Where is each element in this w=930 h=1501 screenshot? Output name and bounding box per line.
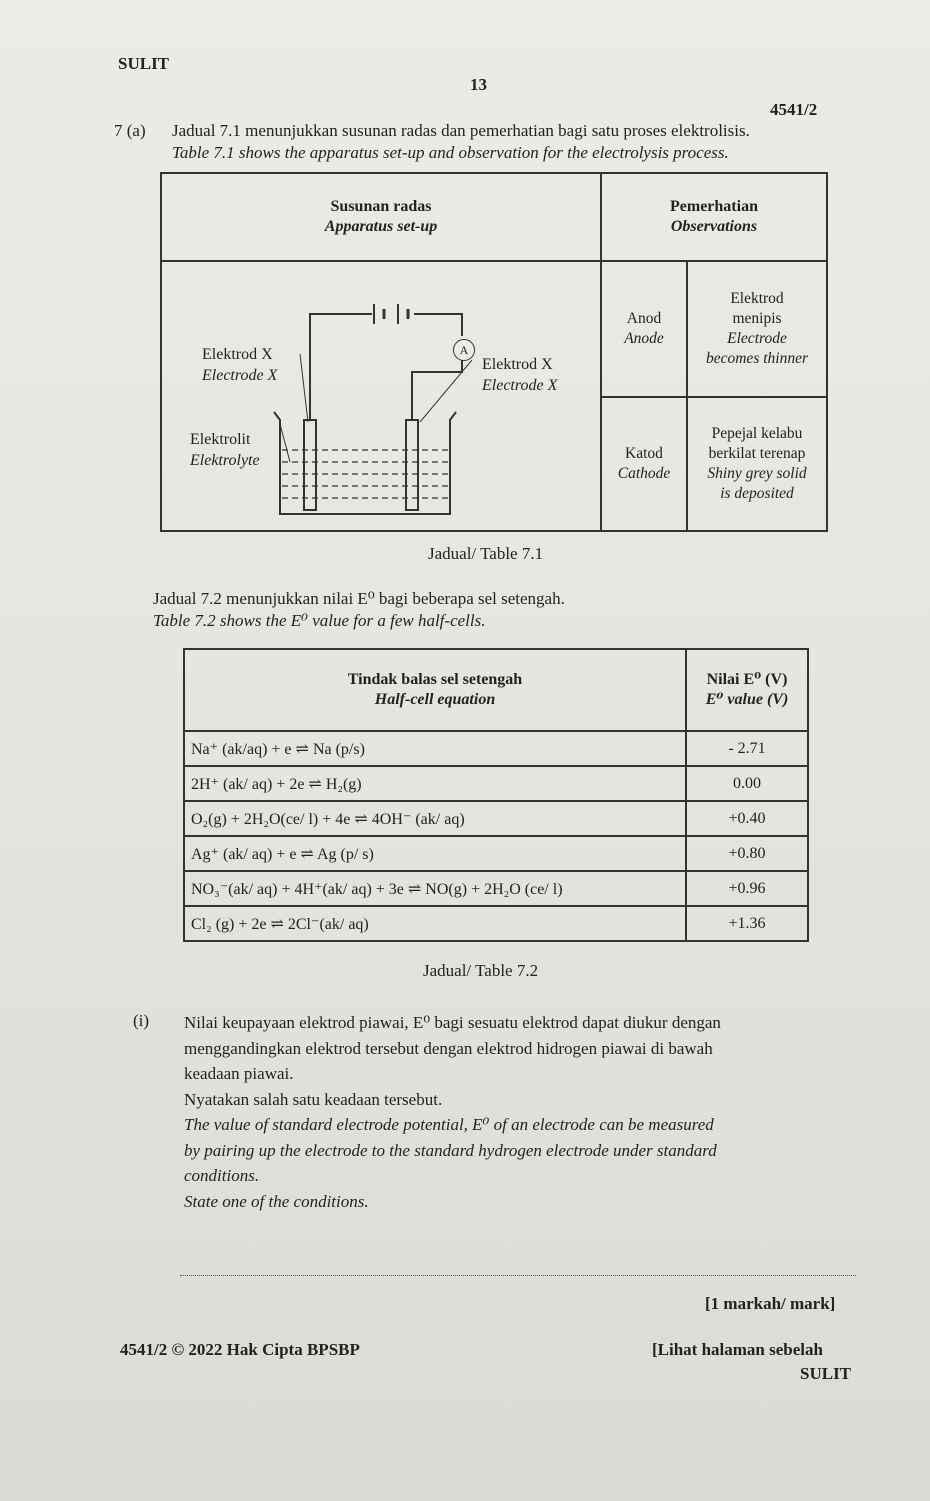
table-row: Ag⁺ (ak/ aq) + e ⇌ Ag (p/ s) <box>184 836 686 871</box>
t2-col-value: Nilai E⁰ (V) E⁰ value (V) <box>686 649 808 731</box>
question-number: 7 (a) <box>114 121 146 140</box>
electrolysis-diagram <box>162 262 600 530</box>
page-number: 13 <box>470 75 487 94</box>
table-row: Cl₂ (g) + 2e ⇌ 2Cl⁻(ak/ aq) <box>184 906 686 941</box>
footer-copyright: 4541/2 © 2022 Hak Cipta BPSBP <box>120 1340 360 1359</box>
right-electrode-label: Elektrod X Electrode X <box>482 356 558 395</box>
t2-col-equation: Tindak balas sel setengah Half-cell equation <box>184 649 686 731</box>
table-row: O₂(g) + 2H₂O(ce/ l) + 4e ⇌ 4OH⁻ (ak/ aq) <box>184 801 686 836</box>
left-electrode-label: Elektrod X Electrode X <box>202 346 278 385</box>
footer-next-page: [Lihat halaman sebelah <box>652 1340 823 1359</box>
table-cell-value: +0.40 <box>686 801 808 836</box>
part-i-text: Nilai keupayaan elektrod piawai, E⁰ bagi sesuatu elektrod dapat diukur dengan menggandingkan elektrod tersebut dengan elektrod hidrogen piawai di bawah keadaan piawai. Nyatakan salah satu keadaan tersebut. The value of standard electrode potential, E⁰ of an electrode can be measured by pairing up the electrode to the standard hydrogen electrode under standard conditions. State one of the conditions. <box>184 1013 721 1211</box>
table-7-1-caption: Jadual/ Table 7.1 <box>428 544 544 563</box>
footer-sulit: SULIT <box>800 1364 852 1383</box>
table-7-2-intro-ms: Jadual 7.2 menunjukkan nilai E⁰ bagi beberapa sel setengah. <box>153 589 565 608</box>
table-7-1 <box>160 172 828 532</box>
table-cell-value: - 2.71 <box>686 731 808 766</box>
t1-col-observations: Pemerhatian Observations <box>601 173 827 261</box>
table-cell-value: +1.36 <box>686 906 808 941</box>
paper-code: 4541/2 <box>770 100 818 119</box>
table-7-2 <box>183 648 809 942</box>
table-7-2-caption: Jadual/ Table 7.2 <box>423 961 539 980</box>
table-row: Na⁺ (ak/aq) + e ⇌ Na (p/s) <box>184 731 686 766</box>
question-intro-ms: Jadual 7.1 menunjukkan susunan radas dan pemerhatian bagi satu proses elektrolisis. <box>172 121 750 140</box>
table-row: NO₃⁻(ak/ aq) + 4H⁺(ak/ aq) + 3e ⇌ NO(g) + 2H₂O (ce/ l) <box>184 871 686 906</box>
header-sulit: SULIT <box>118 54 170 73</box>
anode-label-cell: Anod Anode <box>601 261 687 397</box>
table-7-2-intro-en: Table 7.2 shows the E⁰ value for a few half-cells. <box>153 611 486 630</box>
cathode-observation-cell: Pepejal kelabu berkilat terenap Shiny grey solid is deposited <box>687 397 827 531</box>
apparatus-diagram-cell <box>161 261 601 531</box>
table-cell-value: +0.80 <box>686 836 808 871</box>
anode-observation-cell: Elektrod menipis Electrode becomes thinner <box>687 261 827 397</box>
table-cell-value: +0.96 <box>686 871 808 906</box>
ammeter-icon: A <box>453 339 475 361</box>
answer-line[interactable] <box>180 1274 856 1276</box>
table-cell-value: 0.00 <box>686 766 808 801</box>
electrolyte-label: Elektrolit Elektrolyte <box>190 431 260 470</box>
table-row: 2H⁺ (ak/ aq) + 2e ⇌ H₂(g) <box>184 766 686 801</box>
t1-col-apparatus: Susunan radas Apparatus set-up <box>161 173 601 261</box>
cathode-label-cell: Katod Cathode <box>601 397 687 531</box>
question-intro-en: Table 7.1 shows the apparatus set-up and observation for the electrolysis process. <box>172 143 729 162</box>
mark-allocation: [1 markah/ mark] <box>705 1294 836 1313</box>
part-i-label: (i) <box>133 1011 150 1030</box>
